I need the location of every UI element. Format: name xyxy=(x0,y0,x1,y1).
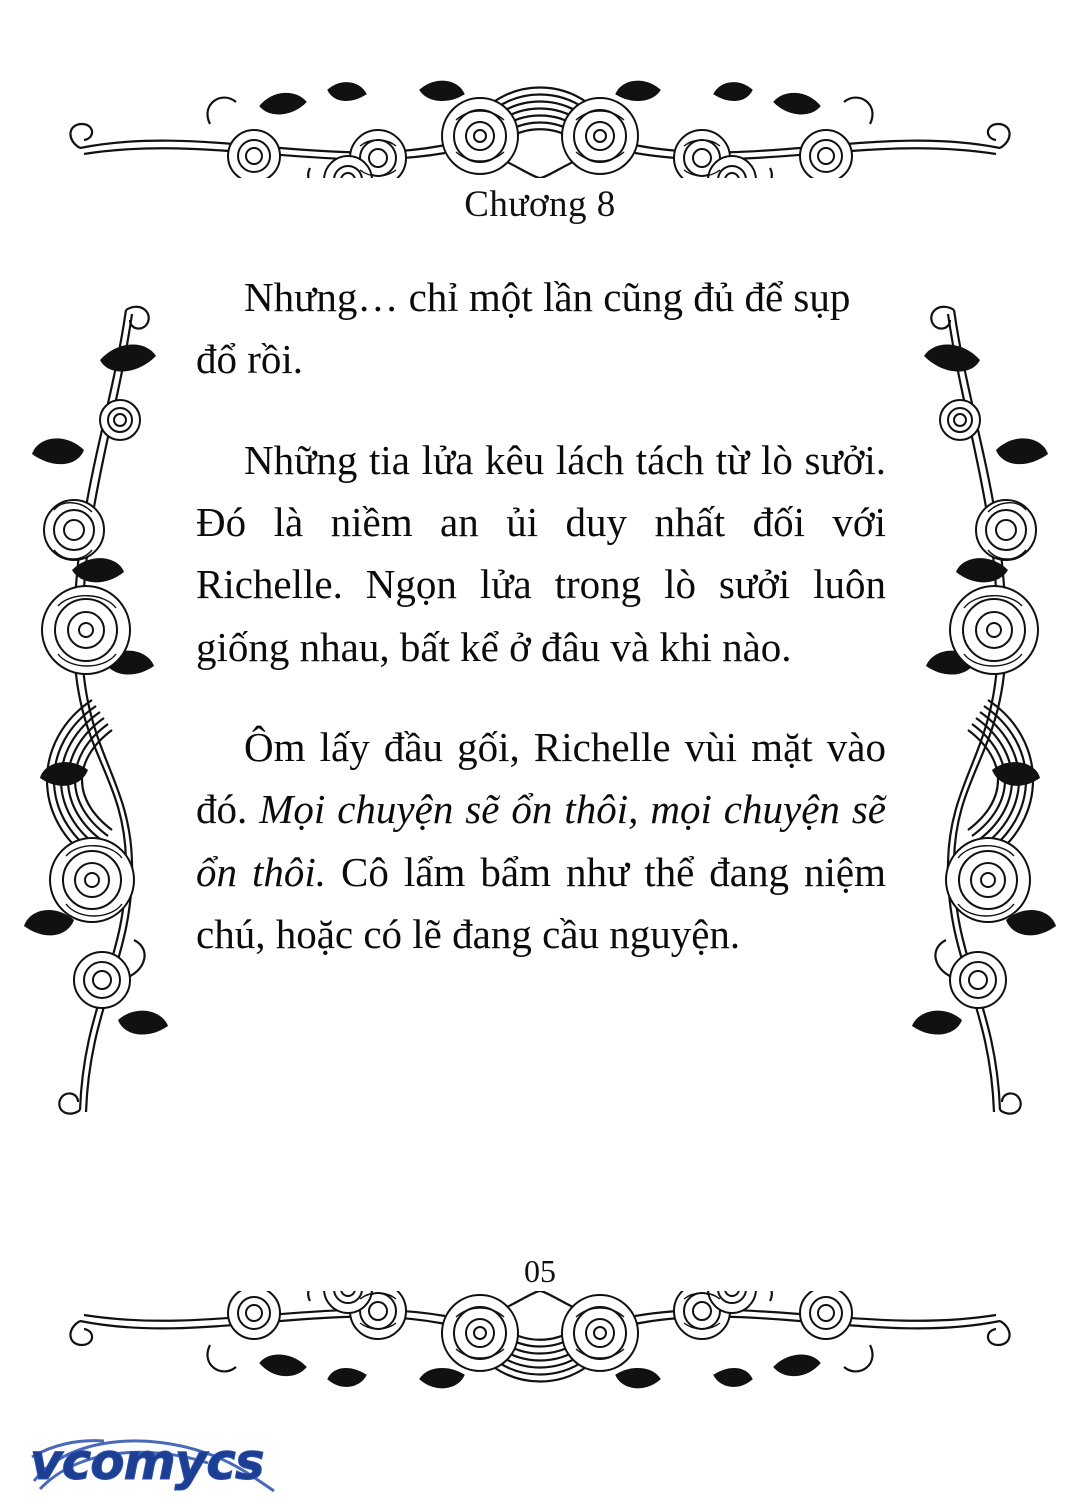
paragraph-3-text-italic: Mọi chuyện sẽ ổn thôi, mọi chuyện sẽ ổn thôi. xyxy=(196,786,887,895)
paragraph-2 xyxy=(196,429,886,678)
rose-vine-ornament-top-icon xyxy=(60,28,1020,178)
page-body xyxy=(196,266,886,965)
rose-vine-ornament-left-icon xyxy=(14,300,194,1120)
rose-vine-ornament-right-icon xyxy=(886,300,1066,1120)
page-number: 05 xyxy=(524,1253,556,1289)
watermark-text: vcomycs xyxy=(30,1433,264,1491)
paragraph-1-text: Nhưng… chỉ một lần cũng đủ để sụp đổ rồi. xyxy=(196,274,851,383)
paragraph-3-text-part-2: Cô lẩm bẩm như thể đang niệm chú, hoặc có lẽ đang cầu nguyện. xyxy=(196,848,886,957)
paragraph-2-text: Những tia lửa kêu lách tách từ lò sưởi. Đó là niềm an ủi duy nhất đối với Richelle. Ngọn lửa trong lò sưởi luôn giống nhau, bất kể ở đâu và khi nào. xyxy=(196,436,886,670)
paragraph-3 xyxy=(196,716,886,965)
paragraph-3-text-part-1: Ôm lấy đầu gối, Richelle vùi mặt vào đó. xyxy=(196,723,886,833)
rose-vine-ornament-bottom-icon xyxy=(60,1291,1020,1441)
watermark-logo xyxy=(30,1427,280,1503)
chapter-heading: Chương 8 xyxy=(464,184,616,225)
paragraph-1 xyxy=(196,266,886,391)
